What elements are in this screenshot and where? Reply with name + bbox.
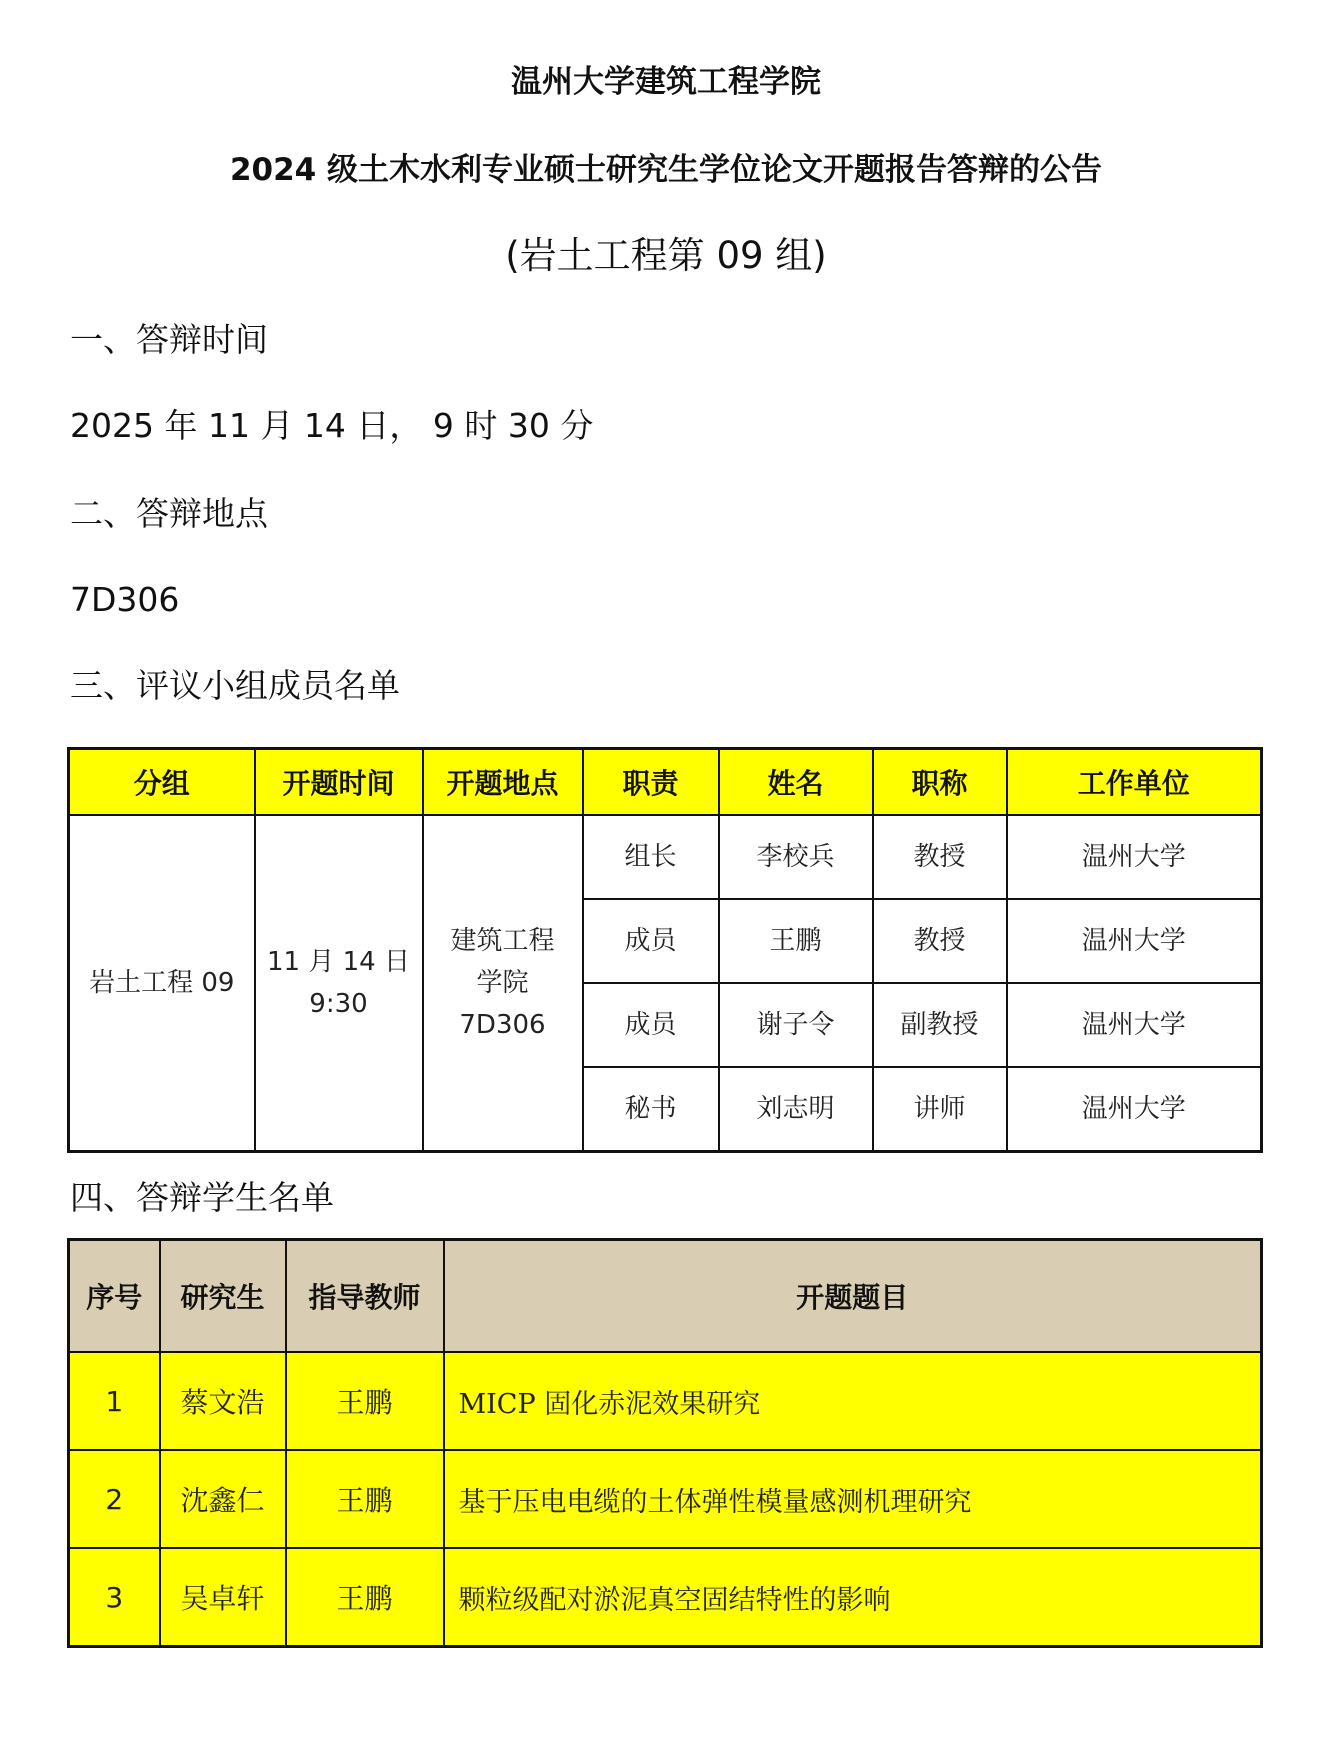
panel-members-table [67,747,1263,1153]
member-title: 副教授 [873,983,1007,1067]
place-line: 学院 [476,968,529,998]
place-value: 7D306 [70,580,180,619]
col-header-name: 姓名 [719,749,873,816]
table-row [69,1450,1262,1548]
col-header-no: 序号 [69,1240,160,1353]
time-date: 11 月 14 日 [267,947,410,977]
place-cell [423,815,583,1152]
student-no: 1 [69,1352,160,1450]
member-unit: 温州大学 [1007,899,1262,983]
advisor-name: 王鹏 [286,1548,444,1647]
member-role: 成员 [583,983,719,1067]
col-header-student: 研究生 [160,1240,286,1353]
col-header-role: 职责 [583,749,719,816]
col-header-advisor: 指导教师 [286,1240,444,1353]
member-unit: 温州大学 [1007,815,1262,899]
student-name: 沈鑫仁 [160,1450,286,1548]
member-name: 谢子令 [719,983,873,1067]
group-subtitle: (岩土工程第 09 组) [505,234,827,277]
thesis-topic: 颗粒级配对淤泥真空固结特性的影响 [444,1548,1262,1647]
member-title: 讲师 [873,1067,1007,1152]
student-name: 蔡文浩 [160,1352,286,1450]
col-header-time: 开题时间 [255,749,423,816]
member-name: 王鹏 [719,899,873,983]
student-list-table [67,1238,1263,1648]
member-role: 秘书 [583,1067,719,1152]
advisor-name: 王鹏 [286,1352,444,1450]
col-header-topic: 开题题目 [444,1240,1262,1353]
time-heading: 一、答辩时间 [70,320,268,359]
panel-header-row [69,749,1262,816]
place-heading: 二、答辩地点 [70,494,268,533]
thesis-topic: 基于压电电缆的土体弹性模量感测机理研究 [444,1450,1262,1548]
member-title: 教授 [873,899,1007,983]
advisor-name: 王鹏 [286,1450,444,1548]
student-no: 3 [69,1548,160,1647]
panel-heading: 三、评议小组成员名单 [70,666,400,705]
col-header-group: 分组 [69,749,255,816]
group-name: 岩土工程 09 [89,968,235,998]
member-title: 教授 [873,815,1007,899]
place-room: 7D306 [459,1010,546,1040]
time-value: 2025 年 11 月 14 日， 9 时 30 分 [70,406,594,445]
document-title: 温州大学建筑工程学院 [511,64,821,100]
student-no: 2 [69,1450,160,1548]
place-line: 建筑工程 [450,926,555,956]
table-row [69,1548,1262,1647]
col-header-place: 开题地点 [423,749,583,816]
member-name: 刘志明 [719,1067,873,1152]
table-row [69,815,1262,899]
member-role: 组长 [583,815,719,899]
thesis-topic: MICP 固化赤泥效果研究 [444,1352,1262,1450]
student-header-row [69,1240,1262,1353]
time-clock: 9:30 [309,989,368,1019]
group-cell [69,815,255,1152]
announcement-title: 2024 级土木水利专业硕士研究生学位论文开题报告答辩的公告 [229,152,1103,188]
member-unit: 温州大学 [1007,983,1262,1067]
time-cell [255,815,423,1152]
member-unit: 温州大学 [1007,1067,1262,1152]
students-heading: 四、答辩学生名单 [70,1178,334,1217]
member-role: 成员 [583,899,719,983]
table-row [69,1352,1262,1450]
col-header-title: 职称 [873,749,1007,816]
student-name: 吴卓轩 [160,1548,286,1647]
col-header-unit: 工作单位 [1007,749,1262,816]
member-name: 李校兵 [719,815,873,899]
